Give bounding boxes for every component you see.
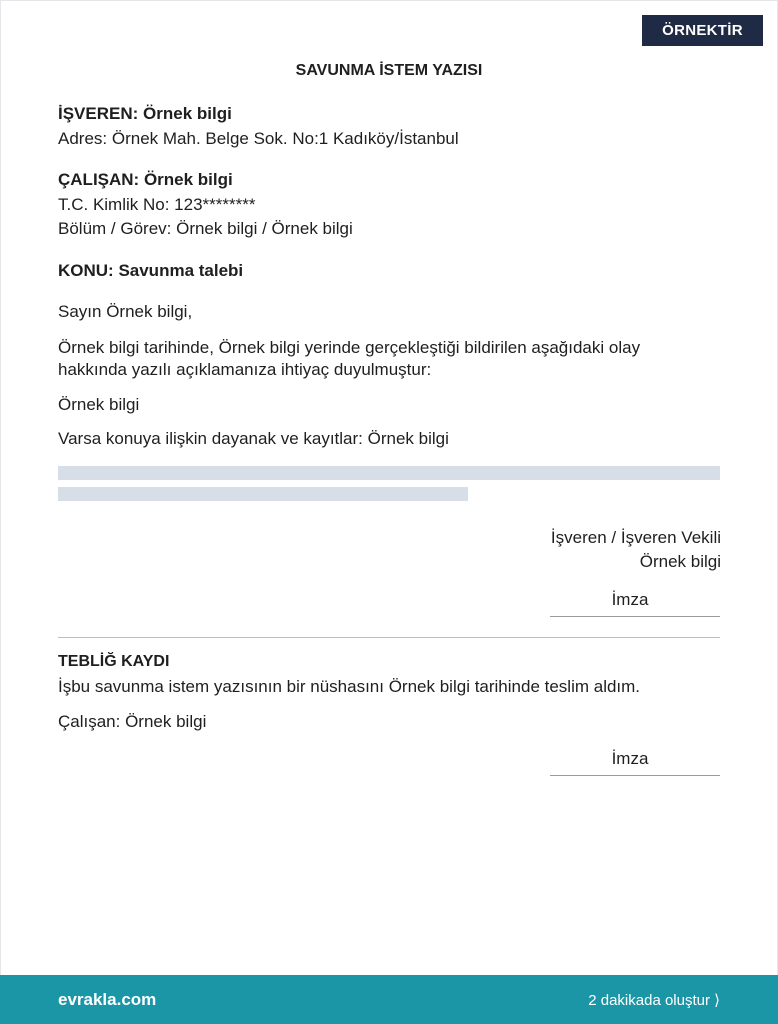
sample-badge: ÖRNEKTİR [642,15,763,46]
signatory-role: İşveren / İşveren Vekili [550,528,721,547]
employee-signature-line [550,775,720,776]
notification-employee: Çalışan: Örnek bilgi [58,712,207,731]
footer-brand-link[interactable]: evrakla.com [58,990,157,1009]
signature-label: İmza [611,590,649,609]
create-cta-link[interactable]: 2 dakikada oluştur ⟩ [588,992,720,1009]
redacted-line [58,466,720,480]
employee-signature-label: İmza [611,749,649,768]
signatory-name: Örnek bilgi [639,552,721,571]
signature-line [550,616,720,617]
body-line-1: Örnek bilgi tarihinde, Örnek bilgi yerinde gerçekleştiği bildirilen aşağıdaki olay [58,338,641,357]
employer-address: Adres: Örnek Mah. Belge Sok. No:1 Kadıköy/İstanbul [58,129,459,148]
greeting: Sayın Örnek bilgi, [58,302,193,321]
employee-id: T.C. Kimlik No: 123******** [58,195,256,214]
body-line-2: hakkında yazılı açıklamanıza ihtiyaç duyulmuştur: [58,360,432,379]
employee-department: Bölüm / Görev: Örnek bilgi / Örnek bilgi [58,219,353,238]
incident-text: Örnek bilgi [58,395,140,414]
redacted-line [58,487,468,501]
subject-line: KONU: Savunma talebi [58,261,244,280]
evidence-text: Varsa konuya ilişkin dayanak ve kayıtlar: Örnek bilgi [58,429,449,448]
employee-label: ÇALIŞAN: Örnek bilgi [58,170,233,189]
section-divider [58,637,720,638]
notification-text: İşbu savunma istem yazısının bir nüshasını Örnek bilgi tarihinde teslim aldım. [58,677,641,696]
document-title: SAVUNMA İSTEM YAZISI [295,62,483,79]
footer-bar [0,975,778,1024]
notification-title: TEBLİĞ KAYDI [58,653,170,670]
employer-label: İŞVEREN: Örnek bilgi [58,104,232,123]
